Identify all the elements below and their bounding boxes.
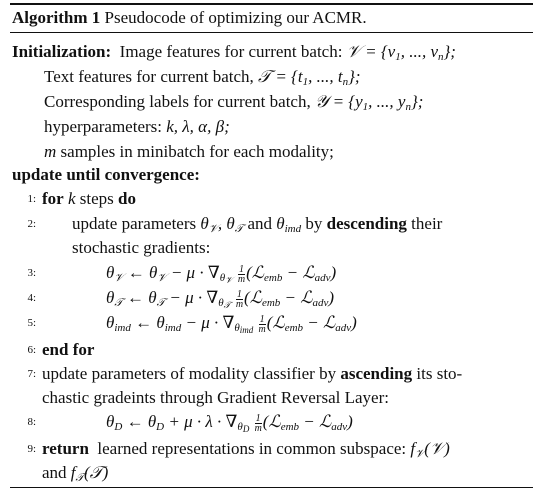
algorithm-caption bbox=[10, 6, 533, 30]
descending-keyword: descending bbox=[326, 214, 407, 233]
init-line-1 bbox=[10, 40, 533, 64]
line-number: 6: bbox=[27, 344, 36, 356]
line-number: 3: bbox=[27, 267, 36, 279]
update-text: update parameters bbox=[72, 214, 197, 233]
init-line-3 bbox=[10, 90, 533, 114]
step-7-cont bbox=[10, 386, 533, 410]
their-word: their bbox=[411, 214, 443, 233]
step-3 bbox=[10, 261, 533, 287]
math-text-set: 𝒯 = {$t_1$, ..., $t_n$}; bbox=[258, 67, 361, 88]
algorithm-block bbox=[10, 0, 533, 491]
init-hyperparameters: hyperparameters: bbox=[44, 117, 162, 136]
init-line-4 bbox=[10, 115, 533, 139]
by-word: by bbox=[305, 214, 323, 233]
init-samples: samples in minibatch for each modality; bbox=[60, 142, 334, 161]
caption-rule bbox=[10, 32, 533, 33]
math-image-set: 𝒱 = {$v_1$, ..., $v_n$}; bbox=[346, 42, 456, 63]
return-text: learned representations in common subspace: bbox=[97, 439, 407, 458]
do-keyword: do bbox=[118, 189, 136, 208]
its-sto-text: its sto- bbox=[416, 364, 463, 383]
for-keyword: for bbox=[42, 189, 64, 208]
loop-header bbox=[10, 163, 533, 187]
line-number: 5: bbox=[27, 317, 36, 329]
math-m: m bbox=[44, 142, 57, 161]
line-number: 4: bbox=[27, 292, 36, 304]
equation-theta-t: $\theta_𝒯$ ← $\theta_𝒯 - \mu \cdot \nabla_{\theta_𝒯}$ $\frac{1}{m}$ (ℒ$_{emb}$ − ℒ$_{adv}$) bbox=[106, 288, 335, 311]
top-rule bbox=[10, 3, 533, 5]
step-7-continuation: chastic gradeints through Gradient Reversal Layer: bbox=[42, 388, 389, 407]
update-classifier-text: update parameters of modality classifier by bbox=[42, 364, 337, 383]
step-6 bbox=[10, 338, 533, 362]
step-8 bbox=[10, 410, 533, 436]
caption-text: Pseudocode of optimizing our ACMR. bbox=[104, 8, 367, 27]
step-5 bbox=[10, 311, 533, 337]
step-1: 1: for k steps do bbox=[10, 187, 533, 211]
bottom-rule bbox=[10, 487, 533, 488]
step-4 bbox=[10, 286, 533, 312]
line-number: 9: bbox=[27, 443, 36, 455]
loop-keyword: update until convergence: bbox=[12, 165, 200, 184]
step-2: 2: update parameters $\theta_𝒱$, $\theta_𝒯$ and $\theta_{imd}$ by descending their bbox=[10, 212, 533, 236]
and-word: and bbox=[247, 214, 273, 233]
init-image-features: Image features for current batch: bbox=[119, 42, 343, 61]
step-9: 9: return learned representations in common subspace: $f_𝒱(𝒱)$ bbox=[10, 437, 533, 461]
init-text-features: Text features for current batch, bbox=[44, 67, 254, 86]
and-word: and bbox=[42, 463, 67, 482]
steps-word: steps bbox=[79, 189, 114, 208]
equation-theta-imd: $\theta_{imd}$ ← $\theta_{imd} - \mu \cdot \nabla_{\theta_{imd}}$ $\frac{1}{m}$ (ℒ$_{emb}$ − ℒ$_{adv}$) bbox=[106, 313, 357, 335]
math-hyper-list: k, λ, α, β; bbox=[166, 117, 230, 136]
equation-theta-v: $\theta_𝒱$ ← $\theta_𝒱 - \mu \cdot \nabla_{\theta_𝒱}$ $\frac{1}{m}$ (ℒ$_{emb}$ − ℒ$_{adv}$) bbox=[106, 263, 337, 286]
init-keyword: Initialization: bbox=[12, 42, 112, 61]
step-2-cont bbox=[10, 236, 533, 260]
line-number: 2: bbox=[27, 218, 36, 230]
line-number: 8: bbox=[27, 416, 36, 428]
end-for-keyword: end for bbox=[42, 340, 95, 359]
init-line-2 bbox=[10, 65, 533, 89]
equation-theta-d: $\theta_D$ ← $\theta_D + \mu \cdot \lambda \cdot \nabla_{\theta_D}$ $\frac{1}{m}$ (ℒ$_{emb}$ − ℒ$_{adv}$) bbox=[106, 412, 353, 434]
line-number: 1: bbox=[27, 193, 36, 205]
init-line-5 bbox=[10, 140, 533, 164]
step-2-continuation: stochastic gradients: bbox=[72, 238, 211, 257]
caption-label: Algorithm 1 bbox=[12, 8, 101, 27]
ascending-keyword: ascending bbox=[340, 364, 413, 383]
return-keyword: return bbox=[42, 439, 89, 458]
step-7 bbox=[10, 362, 533, 386]
line-number: 7: bbox=[27, 368, 36, 380]
init-labels: Corresponding labels for current batch, bbox=[44, 92, 311, 111]
math-label-set: 𝒴 = {$y_1$, ..., $y_n$}; bbox=[314, 92, 424, 113]
step-9-cont: and $f_𝒯(𝒯)$ bbox=[42, 463, 109, 484]
